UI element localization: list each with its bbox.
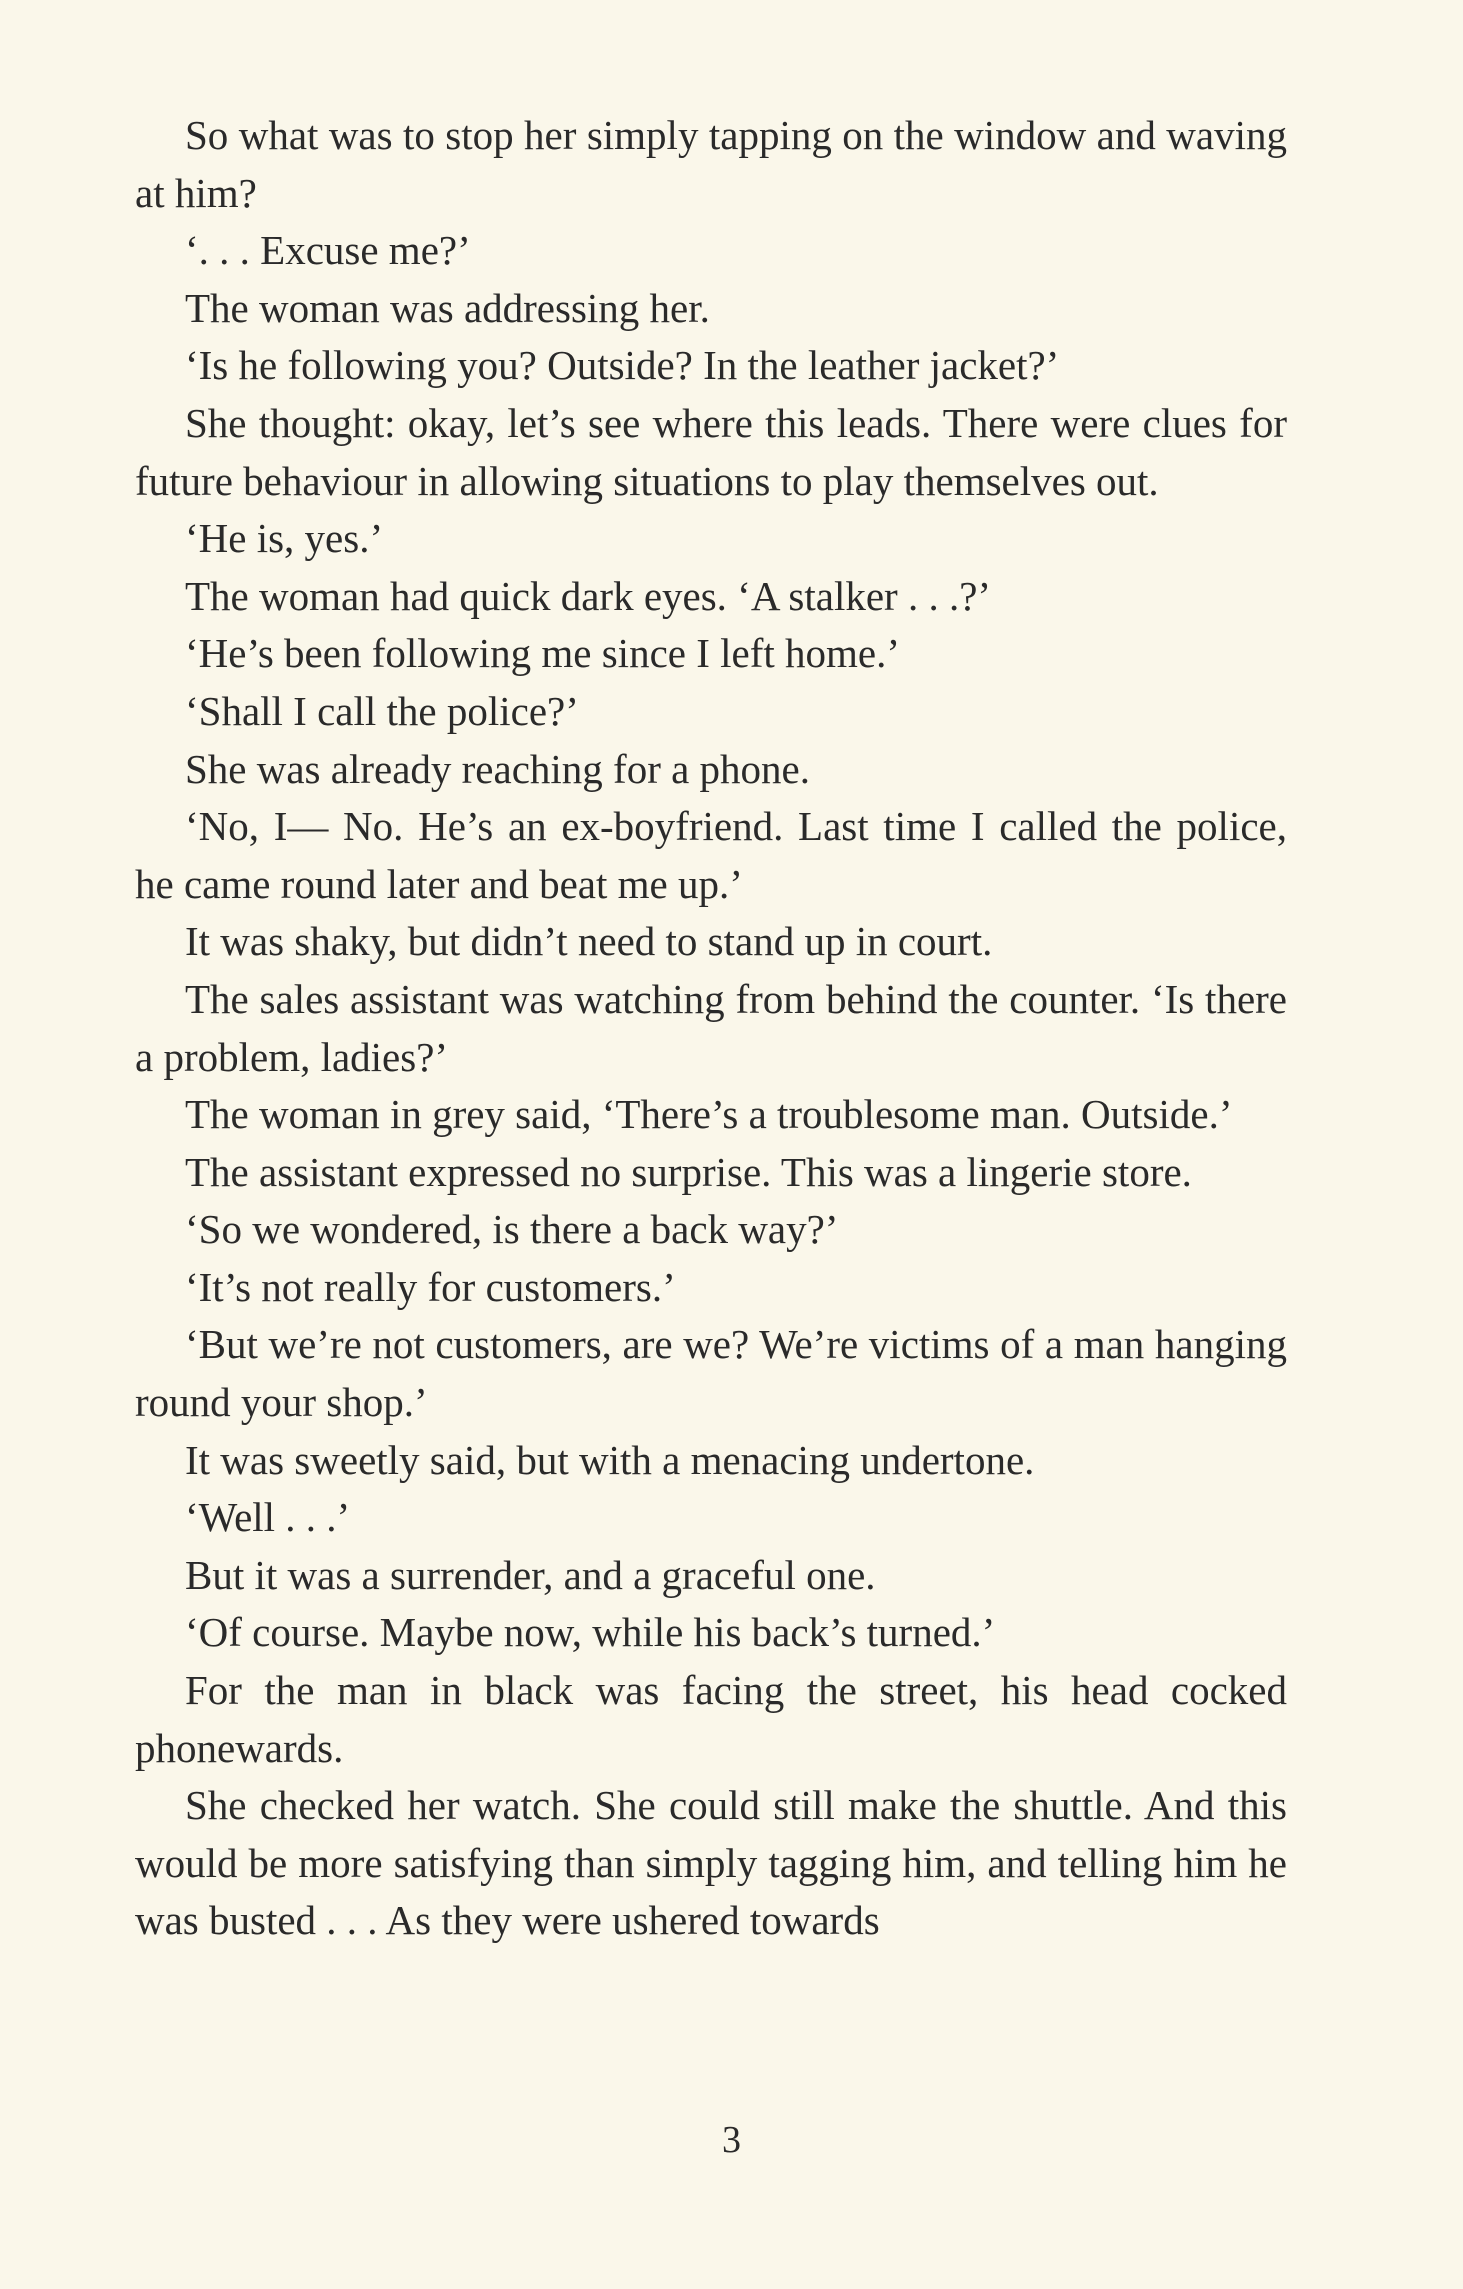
paragraph-3: The woman was addressing her.	[185, 284, 710, 331]
page-number: 3	[722, 2119, 741, 2161]
paragraph-9: ‘Shall I call the police?’	[185, 687, 579, 734]
paragraph-18: ‘But we’re not customers, are we? We’re victims of a man hanging round your shop.’	[135, 1321, 1287, 1426]
paragraph-8: ‘He’s been following me since I left home.’	[185, 630, 900, 677]
paragraph-7: The woman had quick dark eyes. ‘A stalker . . .?’	[185, 572, 992, 619]
paragraph-6: ‘He is, yes.’	[185, 515, 384, 562]
paragraph-19: It was sweetly said, but with a menacing undertone.	[185, 1436, 1035, 1483]
paragraph-22: ‘Of course. Maybe now, while his back’s turned.’	[185, 1609, 996, 1656]
paragraph-24: She checked her watch. She could still make the shuttle. And this would be more satisfying than simply tagging him, and telling him he was busted . . . As they were ushered towards	[135, 1782, 1287, 1944]
paragraph-16: ‘So we wondered, is there a back way?’	[185, 1206, 839, 1253]
paragraph-11: ‘No, I— No. He’s an ex-boyfriend. Last time I called the police, he came round later and beat me up.’	[135, 803, 1287, 907]
paragraph-17: ‘It’s not really for customers.’	[185, 1263, 676, 1310]
paragraph-13: The sales assistant was watching from behind the counter. ‘Is there a problem, ladies?’	[135, 975, 1287, 1080]
paragraph-21: But it was a surrender, and a graceful one.	[185, 1551, 876, 1598]
paragraph-23: For the man in black was facing the street, his head cocked phonewards.	[135, 1667, 1287, 1771]
paragraph-20: ‘Well . . .’	[185, 1494, 351, 1541]
paragraph-4: ‘Is he following you? Outside? In the leather jacket?’	[185, 342, 1060, 389]
paragraph-1: So what was to stop her simply tapping on the window and waving at him?	[135, 112, 1287, 216]
paragraph-5: She thought: okay, let’s see where this leads. There were clues for future behaviour in allowing situations to play themselves out.	[135, 399, 1287, 504]
paragraph-12: It was shaky, but didn’t need to stand up in court.	[185, 918, 993, 965]
paragraph-2: ‘. . . Excuse me?’	[185, 227, 471, 274]
paragraph-14: The woman in grey said, ‘There’s a troublesome man. Outside.’	[185, 1091, 1233, 1138]
body-text	[135, 107, 1287, 1950]
paragraph-10: She was already reaching for a phone.	[185, 745, 810, 792]
paragraph-15: The assistant expressed no surprise. This was a lingerie store.	[185, 1148, 1192, 1195]
